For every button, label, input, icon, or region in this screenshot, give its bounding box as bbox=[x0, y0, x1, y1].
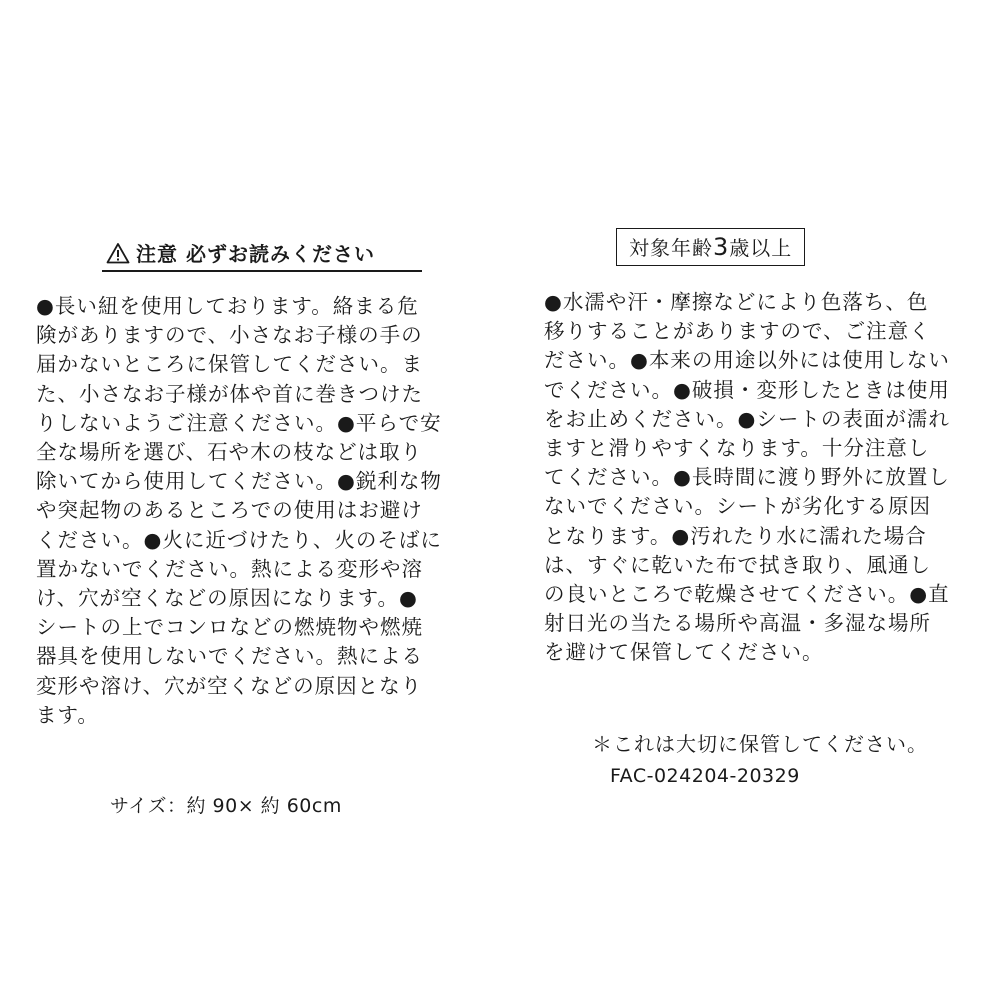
age-number: 3 bbox=[713, 233, 730, 261]
warning-title-row bbox=[106, 238, 375, 267]
age-badge bbox=[616, 228, 805, 266]
warning-triangle-icon bbox=[106, 242, 130, 264]
care-section bbox=[544, 228, 970, 668]
age-suffix: 歳以上 bbox=[729, 236, 793, 260]
size-info: サイズ：約 90× 約 60cm bbox=[110, 795, 342, 817]
care-text: ●水濡や汗・摩擦などにより色落ち、色 移りすることがありますので、ご注意く ださい。●本来の用途以外には使用しない でください。●破損・変形したときは使用 をお止めください。●シートの表面が濡れ ますと滑りやすくなります。十分注意し てください。●長時間に渡り野外に放置し ないでください。シートが劣化する原因 となります。●汚れたり水に濡れた場合 は、すぐに乾いた布で拭き取り、風通し の良いところで乾燥させてください。●直 射日光の当たる場所や高温・多湿な場所 を避けて保管してください。 bbox=[544, 290, 950, 665]
product-code: FAC-024204-20329 bbox=[610, 765, 800, 787]
warning-section bbox=[36, 232, 466, 730]
warning-text: ●長い紐を使用しております。絡まる危 険がありますので、小さなお子様の手の 届かないところに保管してください。ま た、小さなお子様が体や首に巻きつけた りしないようご注意ください。●平らで安 全な場所を選び、石や木の枝などは取り 除いてから使用してください。●鋭利な物 や突起物のあるところでの使用はお避け ください。●火に近づけたり、火のそばに 置かないでください。熱による変形や溶 け、穴が空くなどの原因になります。● シートの上でコンロなどの燃焼物や燃焼 器具を使用しないでください。熱による 変形や溶け、穴が空くなどの原因となり ます。 bbox=[36, 294, 442, 727]
warning-underline bbox=[102, 270, 422, 272]
warning-title: 注意 必ずお読みください bbox=[136, 242, 375, 266]
age-prefix: 対象年齢 bbox=[629, 236, 713, 260]
warning-header bbox=[36, 232, 466, 272]
keep-note: ＊これは大切に保管してください。 bbox=[592, 732, 928, 756]
